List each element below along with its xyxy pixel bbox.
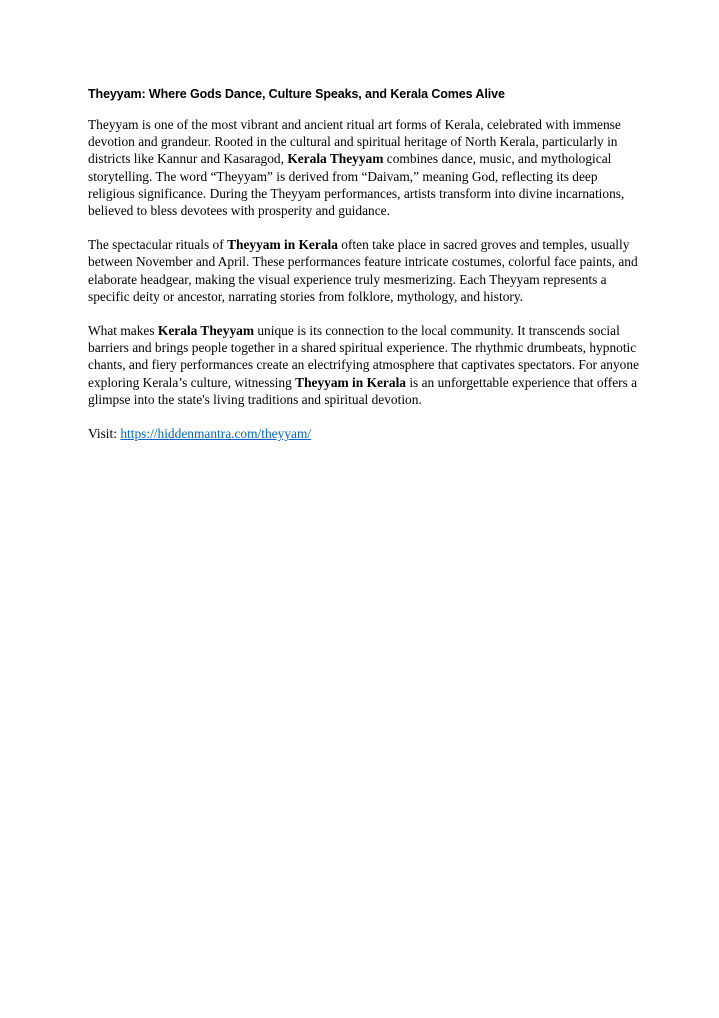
bold-keyword: Theyyam in Kerala — [295, 374, 406, 390]
paragraph-text: is an unforgettable experience that offers a glimpse into the state's living traditions and spiritual devotion. — [88, 374, 638, 407]
paragraph-text: The spectacular rituals of — [88, 237, 228, 253]
visit-line — [88, 425, 640, 442]
paragraph-rituals — [88, 236, 640, 305]
paragraph-community — [88, 322, 640, 408]
paragraph-text: What makes — [88, 323, 158, 339]
paragraph-text: often take place in sacred groves and temples, usually between November and April. These performances feature intricate costumes, colorful face paints, and elaborate headgear, making the visual experience truly mesmerizing. Each Theyyam represents a specific deity or ancestor, narrating stories from folklore, mythology, and history. — [88, 237, 638, 304]
paragraph-text: Theyyam is one of the most vibrant and ancient ritual art forms of Kerala, celebrated with immense devotion and grandeur. Rooted in the cultural and spiritual heritage of North Kerala, particularly in districts like Kannur and Kasaragod, — [88, 117, 621, 167]
website-link[interactable]: https://hiddenmantra.com/theyyam/ — [120, 426, 312, 442]
paragraph-intro — [88, 116, 640, 219]
paragraph-text: unique is its connection to the local community. It transcends social barriers and brings people together in a shared spiritual experience. The rhythmic drumbeats, hypnotic chants, and fiery performances create an electrifying atmosphere that captivates spectators. For anyone exploring Kerala’s culture, witnessing — [88, 323, 640, 390]
document-title: Theyyam: Where Gods Dance, Culture Speaks, and Kerala Comes Alive — [88, 87, 505, 101]
document-body — [88, 86, 640, 459]
visit-label: Visit: — [88, 426, 121, 442]
paragraph-text: combines dance, music, and mythological storytelling. The word “Theyyam” is derived from “Daivam,” meaning God, reflecting its deep religious significance. During the Theyyam performances, artists transform into divine incarnations, believed to bless devotees with prosperity and guidance. — [88, 151, 625, 219]
bold-keyword: Kerala Theyyam — [287, 151, 384, 167]
bold-keyword: Theyyam in Kerala — [227, 237, 338, 253]
bold-keyword: Kerala Theyyam — [157, 323, 254, 339]
